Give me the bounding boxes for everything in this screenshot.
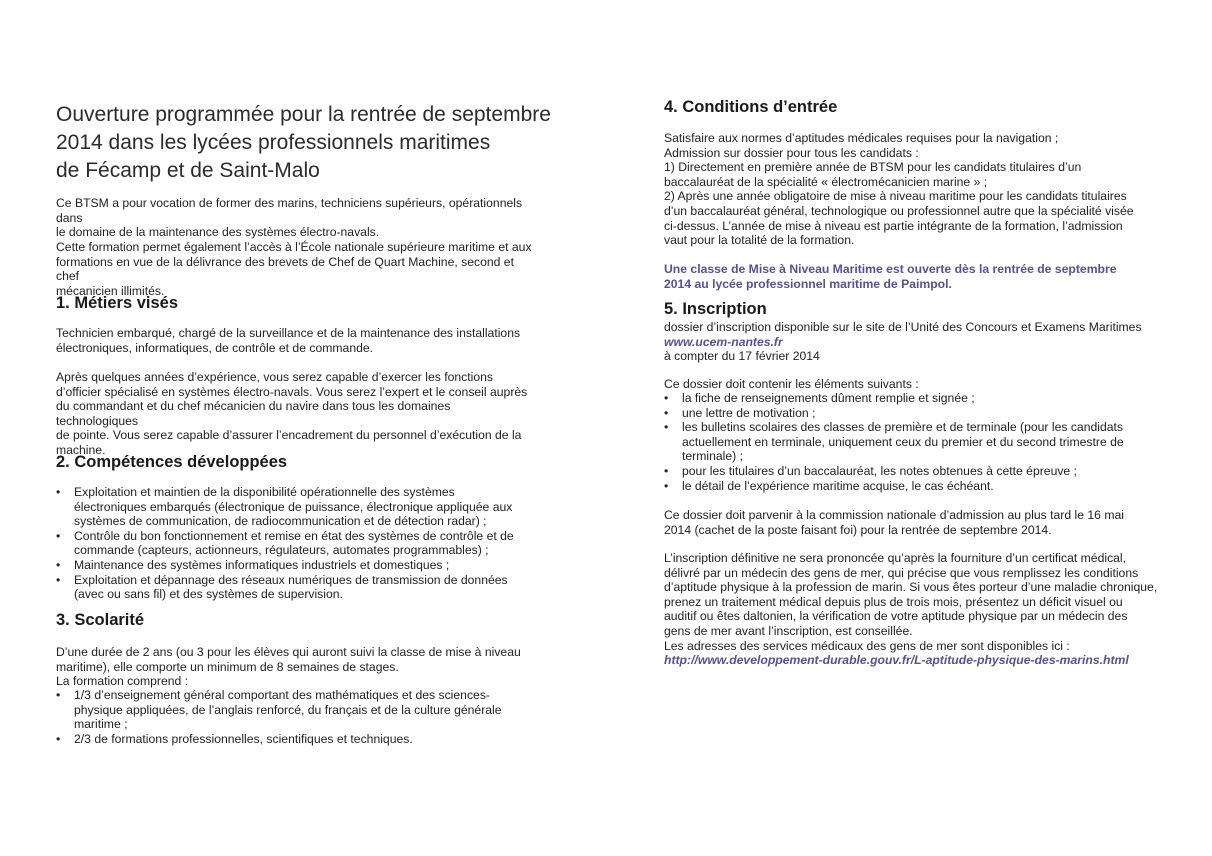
- text-line: • Maintenance des systèmes informatiques industriels et domestiques ;: [74, 557, 450, 572]
- text-line: maritime), elle comporte un minimum de 8 semaines de stages.: [56, 659, 399, 674]
- text-line: • Exploitation et dépannage des réseaux numériques de transmission de données: [74, 572, 508, 587]
- text-line: électroniques, informatiques, de contrôle et de commande.: [56, 340, 374, 355]
- text-line: Ce BTSM a pour vocation de former des marins, techniciens supérieurs, opérationnels dans: [56, 196, 523, 225]
- text-line: machine.: [56, 442, 106, 457]
- section-heading-competences: 2. Compétences développées: [56, 453, 288, 471]
- text-line: mécanicien illimités.: [56, 283, 165, 298]
- text-line: • Contrôle du bon fonctionnement et remise en état des systèmes de contrôle et de: [74, 528, 514, 543]
- text-line: électroniques embarqués (électronique de puissance, électronique appliquée aux: [74, 499, 513, 514]
- text-line: Admission sur dossier pour tous les candidats :: [664, 145, 919, 160]
- list-item: [664, 464, 1160, 479]
- text-line: Les adresses des services médicaux des gens de mer sont disponibles ici :: [664, 638, 1070, 653]
- text-line: auditif ou êtes daltonien, la vérification de votre aptitude physique par un médecin des: [664, 609, 1128, 624]
- scolarite-list: [56, 688, 532, 746]
- text-line: vaut pour la totalité de la formation.: [664, 233, 855, 248]
- text-line: • 1/3 d’enseignement général comportant des mathématiques et des sciences-: [74, 688, 490, 702]
- inscription-paragraph: [664, 320, 1160, 364]
- text-line: 2) Après une année obligatoire de mise à niveau maritime pour les candidats titulaires: [664, 189, 1127, 204]
- aptitude-link[interactable]: http://www.developpement-durable.gouv.fr/L-aptitude-physique-des-marins.html: [664, 653, 1129, 668]
- list-item: [56, 485, 532, 529]
- text-line: D’une durée de 2 ans (ou 3 pour les élèves qui auront suivi la classe de mise à niveau: [56, 645, 521, 659]
- text-line: le domaine de la maintenance des systèmes électro-navals.: [56, 225, 380, 240]
- text-line: Ce dossier doit parvenir à la commission nationale d’admission au plus tard le 16 mai: [664, 508, 1124, 522]
- text-line: terminale) ;: [682, 449, 743, 464]
- text-line: • le détail de l’expérience maritime acquise, le cas échéant.: [682, 478, 994, 493]
- text-line: à compter du 17 février 2014: [664, 349, 820, 364]
- intro-paragraph-2: [56, 240, 532, 298]
- mise-a-niveau-highlight: [664, 262, 1160, 291]
- final-paragraph: [664, 551, 1160, 668]
- text-line: physique appliquées, de l’anglais renforcé, du français et de la culture générale: [74, 702, 502, 717]
- text-line: L’inscription définitive ne sera prononcée qu’après la fourniture d’un certificat médical,: [664, 551, 1127, 565]
- text-line: • les bulletins scolaires des classes de première et de terminale (pour les candidats: [682, 420, 1123, 435]
- list-item: [664, 479, 1160, 494]
- list-item: [664, 391, 1160, 406]
- scolarite-paragraph: [56, 645, 532, 689]
- text-line: délivré par un médecin des gens de mer, qui précise que vous remplissez les conditions: [664, 565, 1139, 580]
- deadline-paragraph: [664, 508, 1160, 537]
- text-line: systèmes de communication, de radiocommunication et de détection radar) ;: [74, 514, 487, 529]
- text-line: formations en vue de la délivrance des brevets de Chef de Quart Machine, second et chef: [56, 254, 514, 284]
- text-line: de pointe. Vous serez capable d’assurer l’encadrement du personnel d’exécution de la: [56, 428, 522, 443]
- text-line: 2014 (cachet de la poste faisant foi) pour la rentrée de septembre 2014.: [664, 522, 1052, 537]
- title-line: 2014 dans les lycées professionnels maritimes: [56, 131, 491, 154]
- text-line: actuellement en terminale, uniquement ceux du premier et du second trimestre de: [682, 434, 1124, 449]
- section-heading-scolarite: 3. Scolarité: [56, 611, 145, 629]
- list-item: [664, 420, 1160, 464]
- text-line: Satisfaire aux normes d’aptitudes médicales requises pour la navigation ;: [664, 131, 1059, 145]
- intro-paragraph-1: [56, 196, 532, 240]
- text-line: commande (capteurs, actionneurs, régulateurs, automates programmables) ;: [74, 543, 489, 558]
- text-line: Une classe de Mise à Niveau Maritime est ouverte dès la rentrée de septembre: [664, 262, 1117, 276]
- section-heading-conditions: 4. Conditions d’entrée: [664, 98, 838, 116]
- text-line: ci-dessus. L’année de mise à niveau est partie intégrante de la formation, l’admission: [664, 218, 1123, 233]
- text-line: dossier d’inscription disponible sur le site de l’Unité des Concours et Examens Maritimes: [664, 320, 1142, 334]
- text-line: baccalauréat de la spécialité « électromécanicien marine » ;: [664, 174, 988, 189]
- list-item: [664, 406, 1160, 421]
- dossier-list: [664, 391, 1160, 493]
- section-heading-inscription: 5. Inscription: [664, 300, 767, 318]
- section-heading-metiers: 1. Métiers visés: [56, 294, 178, 312]
- text-line: • Exploitation et maintien de la disponibilité opérationnelle des systèmes: [74, 485, 455, 499]
- conditions-paragraph: [664, 131, 1160, 248]
- text-line: • la fiche de renseignements dûment remplie et signée ;: [682, 391, 975, 405]
- title-line: de Fécamp et de Saint-Malo: [56, 159, 320, 182]
- text-line: 1) Directement en première année de BTSM pour les candidats titulaires d’un: [664, 160, 1082, 175]
- text-line: maritime ;: [74, 717, 128, 732]
- text-line: d’aptitude physique à la profession de marin. Si vous êtes porteur d’une maladie chronique,: [664, 580, 1158, 595]
- text-line: Cette formation permet également l’accès à l’École nationale supérieure maritime et aux: [56, 240, 532, 254]
- text-line: La formation comprend :: [56, 674, 189, 689]
- list-item: [56, 688, 532, 732]
- list-item: [56, 529, 532, 558]
- list-item: [56, 573, 532, 602]
- text-line: gens de mer avant l’inscription, est conseillée.: [664, 623, 913, 638]
- ucem-link[interactable]: www.ucem-nantes.fr: [664, 334, 783, 349]
- title-line: Ouverture programmée pour la rentrée de septembre: [56, 103, 551, 126]
- text-line: • pour les titulaires d’un baccalauréat, les notes obtenues à cette épreuve ;: [682, 463, 1077, 478]
- page-title: [56, 101, 556, 185]
- text-line: (avec ou sans fil) et des systèmes de supervision.: [74, 587, 343, 602]
- text-line: Après quelques années d’expérience, vous serez capable d’exercer les fonctions: [56, 370, 493, 384]
- list-item: [56, 732, 532, 747]
- text-line: • une lettre de motivation ;: [682, 405, 816, 420]
- competences-list: [56, 485, 532, 602]
- text-line: • 2/3 de formations professionnelles, scientifiques et techniques.: [74, 731, 413, 746]
- text-line: Technicien embarqué, chargé de la surveillance et de la maintenance des installations: [56, 326, 521, 340]
- list-intro: Ce dossier doit contenir les éléments suivants :: [664, 377, 919, 391]
- text-line: du commandant et du chef mécanicien du navire dans tous les domaines technologiques: [56, 399, 451, 428]
- text-line: 2014 au lycée professionnel maritime de Paimpol.: [664, 276, 952, 291]
- text-line: prenez un traitement médical depuis plus de trois mois, présentez un déficit visuel ou: [664, 594, 1123, 609]
- metiers-paragraph-2: [56, 370, 532, 458]
- text-line: d’officier spécialisé en systèmes électro-navals. Vous serez l’expert et le conseil auprès: [56, 384, 528, 399]
- metiers-paragraph-1: [56, 326, 532, 355]
- list-item: [56, 558, 532, 573]
- text-line: d’un baccalauréat général, technologique ou professionnel autre que la spécialité visée: [664, 203, 1134, 218]
